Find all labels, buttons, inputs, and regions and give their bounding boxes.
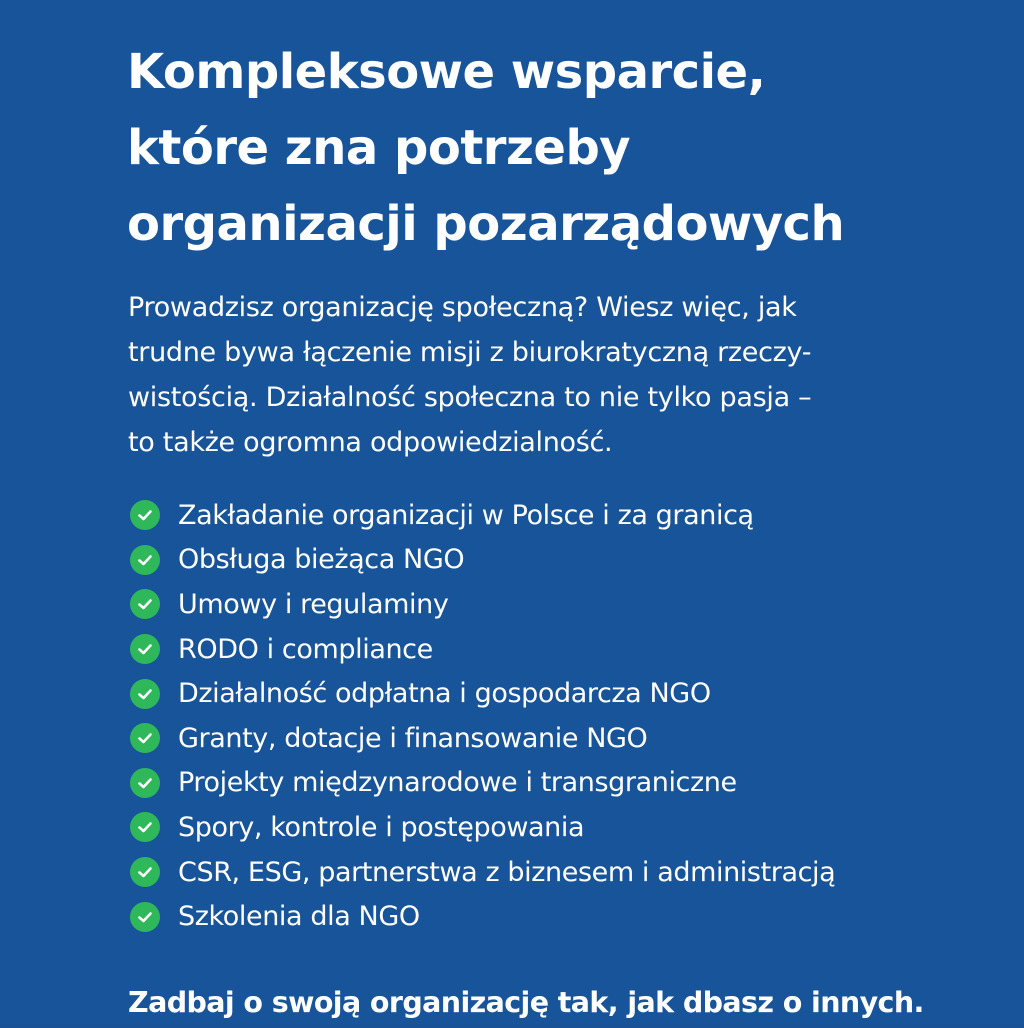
check-circle-icon [130,545,160,575]
feature-label: CSR, ESG, partnerstwa z biznesem i administracją [178,856,836,888]
feature-list [130,493,990,939]
intro-line-3: wistością. Działalność społeczna to nie tylko pasja – [128,382,812,413]
feature-label: Umowy i regulaminy [178,588,449,620]
feature-item [130,805,990,850]
feature-item [130,538,990,583]
feature-label: Granty, dotacje i finansowanie NGO [178,722,648,754]
feature-item [130,582,990,627]
intro-line-1: Prowadzisz organizację społeczną? Wiesz więc, jak [128,292,797,323]
feature-label: RODO i compliance [178,633,433,665]
headline-line-2: które zna potrzeby [127,120,631,176]
check-circle-icon [130,500,160,530]
feature-item [130,716,990,761]
call-to-action: Zadbaj o swoją organizację tak, jak dbasz o innych. [128,986,924,1019]
intro-paragraph [128,285,898,465]
feature-label: Projekty międzynarodowe i transgraniczne [178,767,737,799]
feature-item [130,493,990,538]
feature-label: Zakładanie organizacji w Polsce i za granicą [178,499,754,531]
headline [127,34,987,262]
headline-line-1: Kompleksowe wsparcie, [127,44,766,100]
feature-label: Działalność odpłatna i gospodarcza NGO [178,678,711,710]
intro-line-4: to także ogromna odpowiedzialność. [128,427,613,458]
feature-item [130,761,990,806]
feature-item [130,627,990,672]
check-circle-icon [130,812,160,842]
check-circle-icon [130,589,160,619]
feature-label: Szkolenia dla NGO [178,901,420,933]
feature-item [130,671,990,716]
check-circle-icon [130,723,160,753]
headline-line-3: organizacji pozarządowych [127,196,845,252]
check-circle-icon [130,679,160,709]
check-circle-icon [130,857,160,887]
check-circle-icon [130,902,160,932]
check-circle-icon [130,634,160,664]
feature-item [130,850,990,895]
feature-item [130,894,990,939]
intro-line-2: trudne bywa łączenie misji z biurokratyczną rzeczy- [128,337,812,368]
feature-label: Spory, kontrole i postępowania [178,811,585,843]
feature-label: Obsługa bieżąca NGO [178,544,465,576]
check-circle-icon [130,768,160,798]
